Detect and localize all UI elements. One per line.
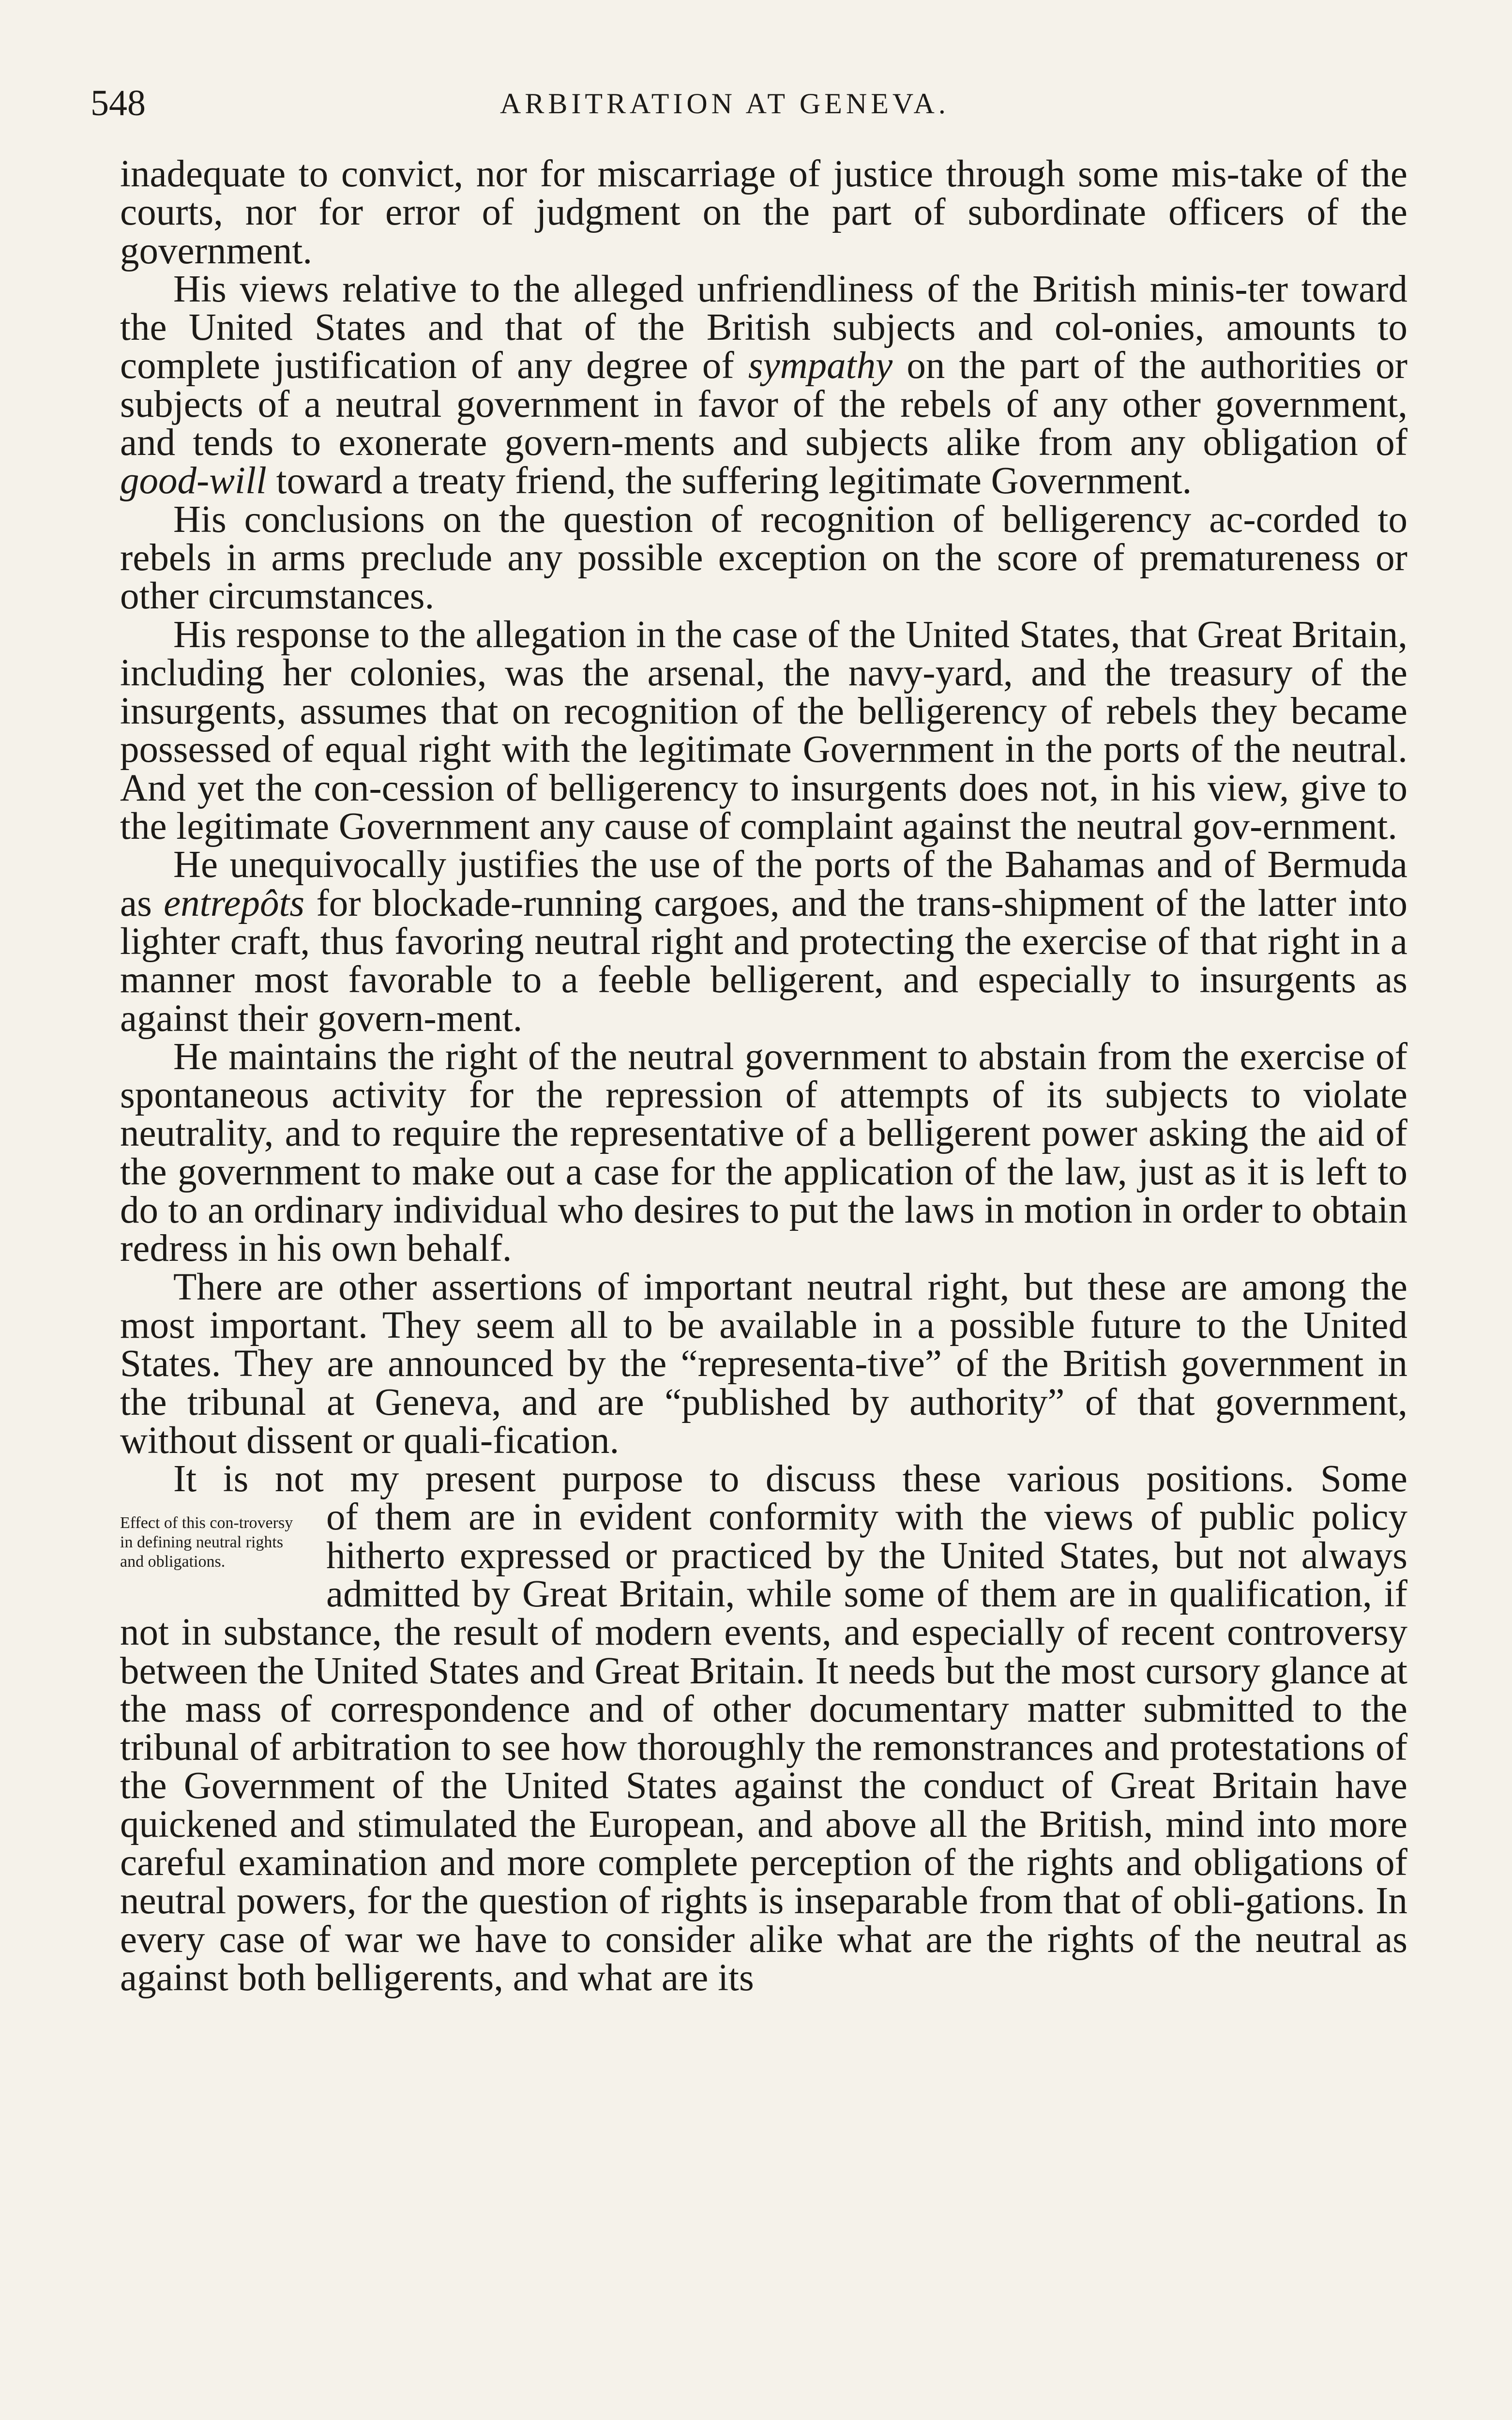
- paragraph-8-lead: It is not my present purpose to discuss these various positions. Some: [173, 1458, 1407, 1500]
- body-text: [120, 155, 1407, 1997]
- paragraph-5-part-a: He unequivocally justifies the use of the ports of the Bahamas and of Bermuda as: [120, 844, 1407, 924]
- running-title: ARBITRATION AT GENEVA.: [500, 88, 950, 120]
- paragraph-1: inadequate to convict, nor for miscarriage of justice through some mis-take of the courts, nor for error of judgment on the part of subordinate officers of the government.: [120, 153, 1407, 272]
- emphasis-sympathy: sympathy: [748, 345, 893, 387]
- margin-note: Effect of this con-troversy in defining neutral rights and obligations.: [120, 1514, 293, 1571]
- paragraph-2-part-a: His views relative to the alleged unfriendliness of the British minis-ter toward the United States and that of the British subjects and col-onies, amounts to complete justification of any degree of: [120, 268, 1407, 387]
- paragraph-6: He maintains the right of the neutral government to abstain from the exercise of spontaneous activity for the repression of attempts of its subjects to violate neutrality, and to require the representative of a belligerent power asking the aid of the government to make out a case for the application of the law, just as it is left to do to an ordinary individual who desires to put the laws in motion in order to obtain redress in his own behalf.: [120, 1035, 1407, 1270]
- paragraph-8: [120, 1460, 1407, 1997]
- emphasis-entrepots: entrepôts: [164, 882, 305, 924]
- page-number: 548: [91, 83, 146, 123]
- paragraph-2-part-c: toward a treaty friend, the suffering legitimate Government.: [276, 460, 1192, 502]
- paragraph-5-part-b: for blockade-running cargoes, and the trans-shipment of the latter into lighter craft, thus favoring neutral right and protecting the exercise of that right in a manner most favorable to a feeble belligerent, and especially to insurgents as against their govern-ment.: [120, 882, 1408, 1040]
- paragraph-3: His conclusions on the question of recognition of belligerency ac-corded to rebels in arms preclude any possible exception on the score of prematureness or other circumstances.: [120, 498, 1407, 618]
- paragraph-2: [120, 270, 1407, 500]
- paragraph-5: [120, 844, 1408, 1040]
- paragraph-2-part-b: on the part of the authorities or subjects of a neutral government in favor of the rebels of any other government, and tends to exonerate govern-ments and subjects alike from any obligation of: [120, 345, 1407, 464]
- paragraph-8-rest: of them are in evident conformity with the views of public policy hitherto expressed or practiced by the United States, but not always admitted by Great Britain, while some of them are in qualification, if not in substance, the result of modern events, and especially of recent controversy between the United States and Great Britain. It needs but the most cursory glance at the mass of correspondence and of other documentary matter submitted to the tribunal of arbitration to see how thoroughly the remonstrances and protestations of the Government of the United States against the conduct of Great Britain have quickened and stimulated the European, and above all the British, mind into more careful examination and more complete perception of the rights and obligations of neutral powers, for the question of rights is inseparable from that of obli-gations. In every case of war we have to consider alike what are the rights of the neutral as against both belligerents, and what are its: [120, 1496, 1407, 1999]
- emphasis-good-will: good-will: [120, 460, 267, 502]
- paragraph-7: There are other assertions of important neutral right, but these are among the most important. They seem all to be available in a possible future to the United States. They are announced by the “representa-tive” of the British government in the tribunal at Geneva, and are “published by authority” of that government, without dissent or quali-fication.: [120, 1266, 1407, 1462]
- paragraph-4: His response to the allegation in the case of the United States, that Great Britain, including her colonies, was the arsenal, the navy-yard, and the treasury of the insurgents, assumes that on recognition of the belligerency of rebels they became possessed of equal right with the legitimate Government in the ports of the neutral. And yet the con-cession of belligerency to insurgents does not, in his view, give to the legitimate Government any cause of complaint against the neutral gov-ernment.: [120, 613, 1407, 848]
